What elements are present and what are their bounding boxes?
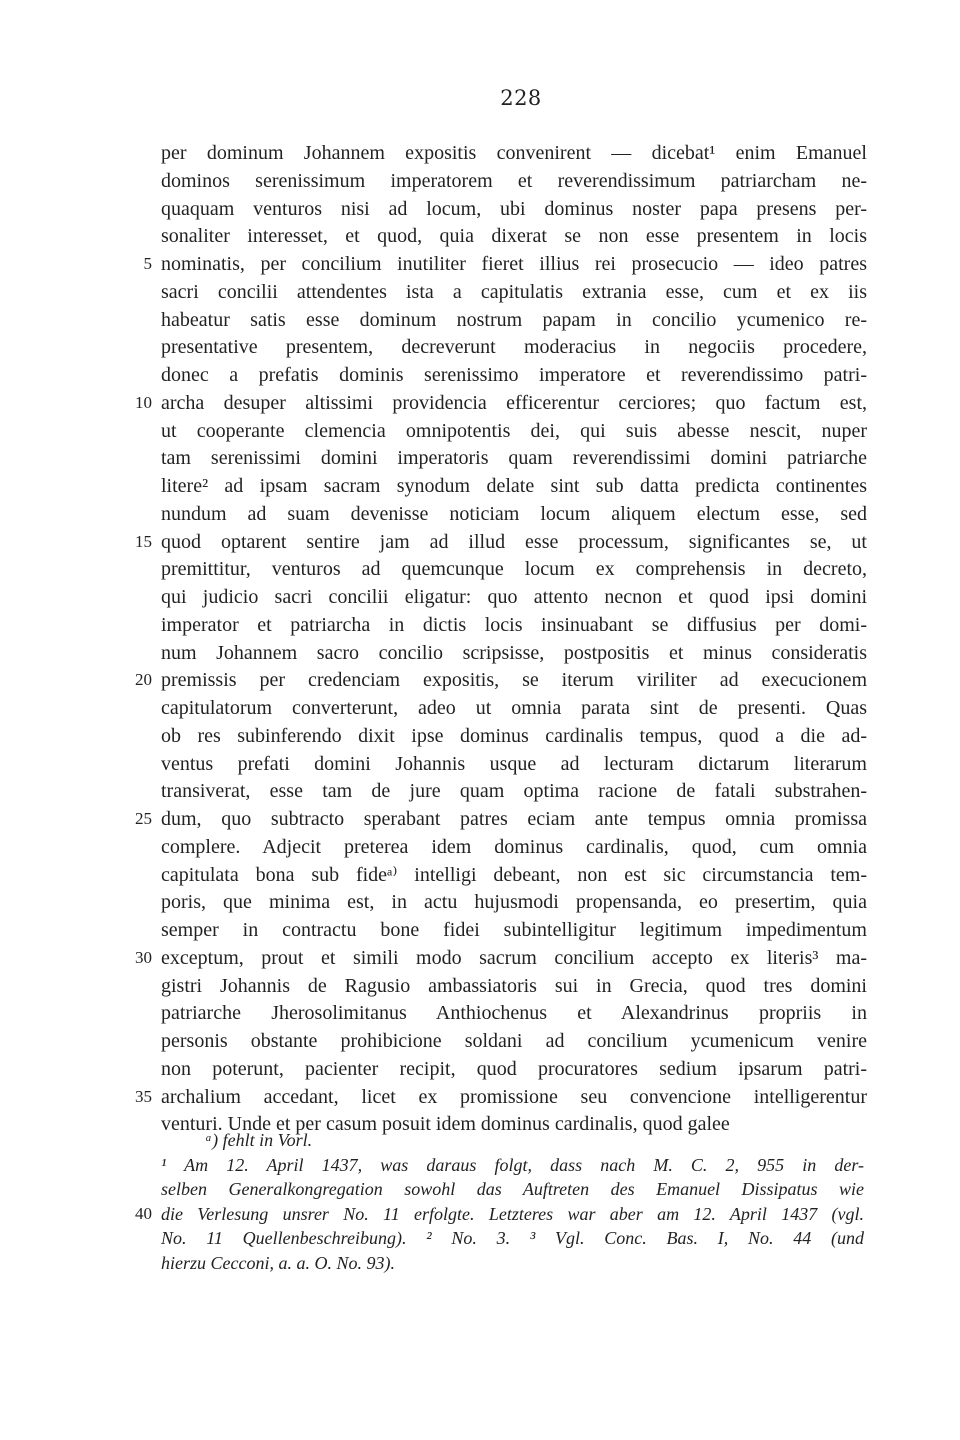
footnote-line: hierzu Cecconi, a. a. O. No. 93). [161, 1253, 395, 1273]
text-line: premittitur, venturos ad quemcunque locum ex comprehensis in decreto, [161, 558, 867, 581]
text-line: litere² ad ipsam sacram synodum delate sint sub datta predicta continentes [161, 475, 867, 497]
text-line: qui judicio sacri concilii eligatur: quo attento necnon et quod ipsi domini [161, 586, 867, 608]
line-number: 35 [135, 1086, 152, 1106]
text-line: habeatur satis esse dominum nostrum papam in concilio ycumenico re- [161, 308, 867, 331]
text-line: archa desuper altissimi providencia efficerentur cerciores; quo factum est, [161, 391, 867, 414]
text-line: quaquam venturos nisi ad locum, ubi dominus noster papa presens per- [161, 197, 867, 220]
text-line: transiverat, esse tam de jure quam optima racione de fatali substrahen- [161, 780, 867, 803]
text-line: complere. Adjecit preterea idem dominus cardinalis, quod, cum omnia [161, 835, 867, 858]
text-line: premissis per credenciam expositis, se iterum viriliter ad execucionem [161, 669, 867, 692]
line-number: 10 [135, 392, 152, 412]
text-line: per dominum Johannem expositis convenirent — dicebat¹ enim Emanuel [161, 142, 867, 164]
line-number: 40 [135, 1203, 152, 1223]
text-line: non poterunt, pacienter recipit, quod procuratores sedium ipsarum patri- [161, 1057, 867, 1080]
line-number: 20 [135, 670, 152, 690]
line-number: 30 [135, 947, 152, 967]
text-line: archalium accedant, licet ex promissione seu convencione intelligerentur [161, 1085, 867, 1108]
footnote-line: die Verlesung unsrer No. 11 erfolgte. Letzteres war aber am 12. April 1437 (vgl. [161, 1203, 864, 1224]
text-line: venturi. Unde et per casum posuit idem dominus cardinalis, quod galee [161, 1113, 730, 1136]
footnote-line: ᵃ) fehlt in Vorl. [205, 1130, 313, 1150]
text-line: nundum ad suam devenisse noticiam locum aliquem electum esse, sed [161, 502, 867, 525]
text-line: semper in contractu bone fidei subintelligitur legitimum impedimentum [161, 919, 867, 941]
footnote-line: selben Generalkongregation sowohl das Auftreten des Emanuel Dissipatus wie [161, 1179, 864, 1200]
text-line: capitulatorum converterunt, adeo ut omnia parata sint de presenti. Quas [161, 697, 867, 719]
text-line: ob res subinferendo dixit ipse dominus cardinalis tempus, quod a die ad- [161, 724, 867, 747]
text-line: tam serenissimi domini imperatoris quam reverendissimi domini patriarche [161, 447, 867, 470]
page-number: 228 [500, 86, 542, 110]
text-line: dominos serenissimum imperatorem et reverendissimum patriarcham ne- [161, 169, 867, 192]
text-line: nominatis, per concilium inutiliter fieret illius rei prosecucio — ideo patres [161, 253, 867, 275]
text-line: ut cooperante clemencia omnipotentis dei, qui suis abesse nescit, nuper [161, 419, 867, 442]
footnote-line: ¹ Am 12. April 1437, was daraus folgt, dass nach M. C. 2, 955 in der- [161, 1154, 864, 1175]
line-number: 15 [135, 531, 152, 551]
footnote-line: No. 11 Quellenbeschreibung). ² No. 3. ³ Vgl. Conc. Bas. I, No. 44 (und [161, 1228, 864, 1249]
text-line: exceptum, prout et simili modo sacrum concilium accepto ex literis³ ma- [161, 946, 867, 969]
text-line: presentative presentem, decreverunt moderacius in negociis procedere, [161, 336, 867, 359]
text-line: ventus prefati domini Johannis usque ad lecturam dictarum literarum [161, 752, 867, 775]
text-line: gistri Johannis de Ragusio ambassiatoris sui in Grecia, quod tres domini [161, 974, 867, 997]
text-line: capitulata bona sub fideᵃ⁾ intelligi debeant, non est sic circumstancia tem- [161, 863, 867, 886]
text-line: num Johannem sacro concilio scripsisse, postpositis et minus consideratis [161, 641, 867, 664]
text-line: poris, que minima est, in actu hujusmodi propensanda, eo presertim, quia [161, 891, 867, 914]
text-line: patriarche Jherosolimitanus Anthiochenus et Alexandrinus propriis in [161, 1002, 867, 1025]
line-number: 5 [143, 254, 152, 273]
line-number: 25 [135, 809, 152, 828]
text-line: imperator et patriarcha in dictis locis insinuabant se diffusius per domi- [161, 613, 867, 636]
text-line: donec a prefatis dominis serenissimo imperatore et reverendissimo patri- [161, 364, 867, 386]
text-line: quod optarent sentire jam ad illud esse processum, significantes se, ut [161, 530, 867, 553]
text-line: dum, quo subtracto sperabant patres eciam ante tempus omnia promissa [161, 808, 867, 830]
text-line: sonaliter interesset, et quod, quia dixerat se non esse presentem in locis [161, 225, 867, 248]
text-line: personis obstante prohibicione soldani ad concilium ycumenicum venire [161, 1030, 867, 1052]
text-line: sacri concilii attendentes ista a capitulatis extrania esse, cum et ex iis [161, 280, 867, 303]
